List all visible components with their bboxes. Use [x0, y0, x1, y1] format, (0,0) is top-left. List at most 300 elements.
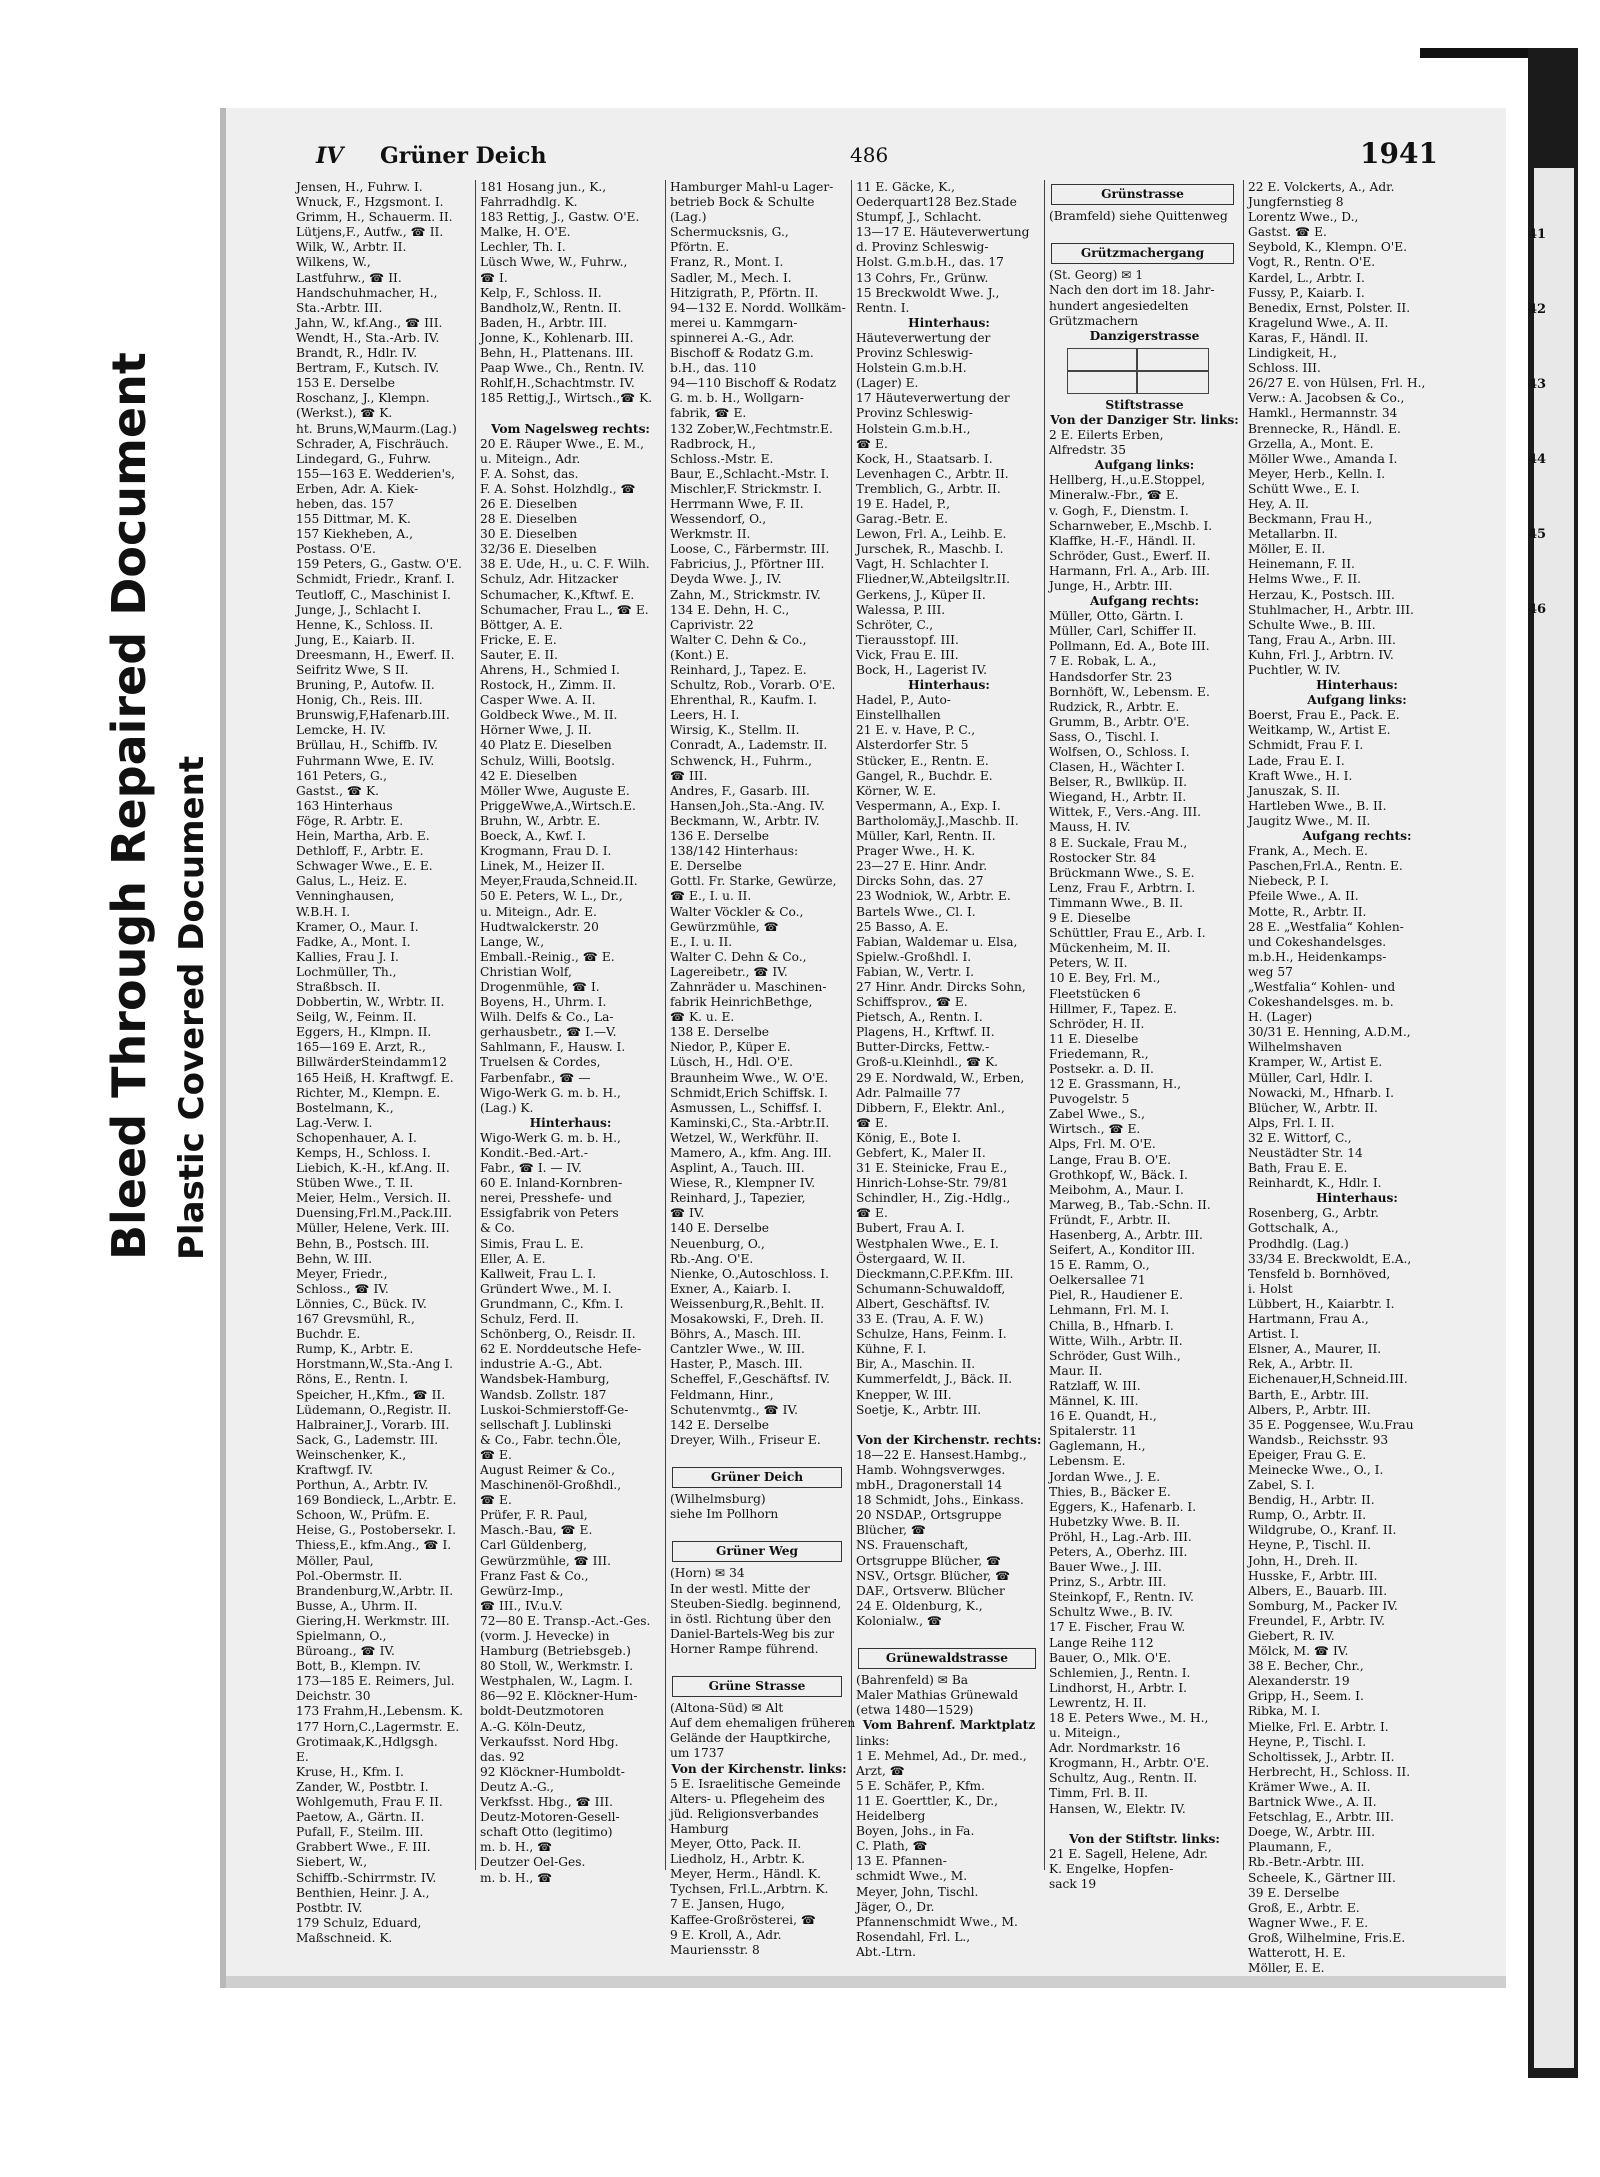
- directory-entry-line: Kemps, H., Schloss. I.: [296, 1146, 431, 1160]
- directory-entry-line: Teutloff, C., Maschinist I.: [296, 587, 451, 602]
- directory-entry-line: Plaumann, F.,: [1248, 1840, 1332, 1855]
- directory-entry-line: 177 Horn,C.,Lagermstr. E.: [296, 1719, 460, 1734]
- directory-entry-line: Hörner Wwe, J. II.: [480, 723, 592, 738]
- directory-entry-line: Harmann, Frl. A., Arb. III.: [1049, 563, 1210, 578]
- directory-entry-line: H. (Lager): [1248, 1010, 1313, 1025]
- directory-entry-line: um 1737: [670, 1746, 725, 1761]
- spacer: [666, 1657, 848, 1672]
- directory-entry-line: Stumpf, J., Schlacht.: [856, 210, 982, 225]
- directory-entry-line: 185 Rettig,J., Wirtsch.,☎ K.: [480, 391, 653, 406]
- directory-entry-line: 140 E. Derselbe: [670, 1221, 769, 1236]
- directory-entry-line: Maler Mathias Grünewald: [856, 1688, 1019, 1703]
- directory-entry-line: 7 E. Robak, L. A.,: [1049, 654, 1157, 669]
- directory-entry-line: Gebfert, K., Maler II.: [856, 1146, 986, 1160]
- directory-entry-line: Hellberg, H.,u.E.Stoppel,: [1049, 473, 1206, 488]
- directory-entry-line: Klaffke, H.-F., Händl. II.: [1049, 533, 1196, 548]
- directory-entry-line: Doege, W., Arbtr. III.: [1248, 1825, 1375, 1840]
- directory-entry-line: ☎ K. u. E.: [670, 1010, 735, 1025]
- year: 1941: [1360, 137, 1438, 170]
- directory-entry-line: Alexanderstr. 19: [1248, 1674, 1350, 1689]
- directory-entry-line: Belser, R., Bwllküp. II.: [1049, 775, 1188, 790]
- directory-entry-line: Wetzel, W., Werkführ. II.: [670, 1130, 819, 1145]
- directory-entry-line: Lehmann, Frl. M. I.: [1049, 1303, 1170, 1318]
- directory-entry-line: Jordan Wwe., J. E.: [1049, 1469, 1161, 1484]
- directory-entry-line: Scholtissek, J., Arbtr. II.: [1248, 1749, 1395, 1764]
- directory-entry-line: 13 Cohrs, Fr., Grünw.: [856, 270, 989, 285]
- directory-entry-line: Chilla, B., Hfnarb. I.: [1049, 1318, 1174, 1333]
- directory-entry-line: Oelkersallee 71: [1049, 1273, 1146, 1288]
- directory-entry-line: Wnuck, F., Hzgsmont. I.: [296, 195, 444, 210]
- directory-entry-line: Benthien, Heinr. J. A.,: [296, 1885, 430, 1900]
- directory-entry-line: Werkmstr. II.: [670, 527, 751, 542]
- directory-entry-line: Rosenberg, G., Arbtr.: [1248, 1206, 1379, 1221]
- directory-entry-line: Schermucksnis, G.,: [670, 225, 789, 240]
- directory-entry-line: Westphalen, W., Lagm. I.: [480, 1674, 633, 1689]
- directory-entry-line: A.-G. Köln-Deutz,: [480, 1719, 586, 1734]
- page-header: [300, 137, 1460, 175]
- directory-entry-line: 13 E. Pfannen-: [856, 1854, 947, 1869]
- directory-entry-line: Franz Fast & Co.,: [480, 1568, 589, 1583]
- directory-entry-line: Kelp, F., Schloss. II.: [480, 285, 602, 300]
- directory-entry-line: Hartmann, Frau A.,: [1248, 1312, 1369, 1327]
- directory-entry-line: Pol.-Obermstr. II.: [296, 1568, 403, 1583]
- directory-entry-line: Truelsen & Cordes,: [480, 1055, 601, 1070]
- street-heading: Grünewaldstrasse: [858, 1648, 1036, 1669]
- directory-entry-line: 5 E. Israelitische Gemeinde: [670, 1776, 841, 1791]
- directory-entry-line: F. A. Sohst. Holzhdlg., ☎: [480, 481, 636, 496]
- directory-entry-line: 22 E. Volckerts, A., Adr.: [1248, 180, 1395, 194]
- directory-entry-line: Fabian, W., Vertr. I.: [856, 964, 975, 979]
- directory-entry-line: Loose, C., Färbermstr. III.: [670, 542, 830, 557]
- directory-entry-line: Schlemien, J., Rentn. I.: [1049, 1665, 1191, 1680]
- directory-entry-line: Fussy, P., Kaiarb. I.: [1248, 285, 1365, 300]
- directory-entry-line: Wildgrube, O., Kranf. II.: [1248, 1523, 1397, 1538]
- directory-entry-line: Beckmann, W., Arbtr. IV.: [670, 813, 820, 828]
- directory-entry-line: Bischoff & Rodatz G.m.: [670, 346, 814, 361]
- directory-entry-line: Porthun, A., Arbtr. IV.: [296, 1478, 429, 1493]
- directory-entry-line: Wiegand, H., Arbtr. II.: [1049, 790, 1187, 805]
- directory-entry-line: „Westfalia“ Kohlen- und: [1248, 979, 1396, 994]
- directory-entry-line: Nienke, O.,Autoschloss. I.: [670, 1266, 829, 1281]
- directory-entry-line: Barth, E., Arbtr. III.: [1248, 1387, 1369, 1402]
- directory-entry-line: Weinschenker, K.,: [296, 1447, 407, 1462]
- directory-entry-line: Häuteverwertung der: [856, 330, 991, 345]
- directory-entry-line: Hitzigrath, P., Pförtn. II.: [670, 285, 819, 300]
- directory-entry-line: Fabian, Waldemar u. Elsa,: [856, 934, 1018, 949]
- directory-entry-line: 155—163 E. Wedderien's,: [296, 466, 456, 481]
- directory-entry-line: Hein, Martha, Arb. E.: [296, 829, 430, 844]
- adjacent-page-house-number: 46: [1528, 602, 1547, 617]
- directory-entry-line: Schloss. III.: [1248, 361, 1321, 376]
- directory-entry-line: Giebert, R. IV.: [1248, 1629, 1335, 1643]
- directory-entry-line: Böhrs, A., Masch. III.: [670, 1327, 802, 1342]
- directory-entry-line: Fleetstücken 6: [1049, 986, 1141, 1001]
- directory-entry-line: Schloss.-Mstr. E.: [670, 451, 774, 466]
- directory-entry-line: Fabricius, J., Pförtner III.: [670, 557, 825, 572]
- directory-entry-line: Vick, Frau E. III.: [856, 647, 959, 662]
- directory-entry-line: Simis, Frau L. E.: [480, 1236, 584, 1251]
- directory-entry-line: Junge, J., Schlacht I.: [296, 602, 422, 617]
- directory-entry-line: Gewürzmühle, ☎: [670, 919, 779, 934]
- spacer: [852, 1418, 1042, 1433]
- directory-entry-line: Baur, E.,Schlacht.-Mstr. I.: [670, 466, 830, 481]
- directory-entry-line: Kruse, H., Kfm. I.: [296, 1764, 404, 1779]
- directory-entry-line: Benedix, Ernst, Polster. II.: [1248, 300, 1411, 315]
- directory-entry-line: Caprivistr. 22: [670, 617, 754, 632]
- directory-entry-line: Kühne, F. I.: [856, 1342, 927, 1357]
- directory-entry-line: Möller Wwe., Amanda I.: [1248, 451, 1398, 466]
- directory-entry-line: schaft Otto (legitimo): [480, 1825, 613, 1840]
- directory-entry-line: spinnerei A.-G., Adr.: [670, 330, 795, 345]
- directory-entry-line: u. Miteign.,: [1049, 1726, 1121, 1741]
- directory-entry-line: Herrmann Wwe, F. II.: [670, 496, 804, 511]
- directory-entry-line: Beckmann, Frau H.,: [1248, 512, 1373, 527]
- directory-entry-line: Hamburg (Betriebsgeb.): [480, 1644, 631, 1659]
- directory-entry-line: Scharnweber, E.,Mschb. I.: [1049, 518, 1213, 533]
- directory-entry-line: Müller, Karl, Rentn. II.: [856, 829, 996, 844]
- directory-entry-line: Paschen,Frl.A., Rentn. E.: [1248, 859, 1403, 874]
- directory-entry-line: 181 Hosang jun., K.,: [480, 180, 607, 194]
- directory-entry-line: Lenz, Frau F., Arbtrn. I.: [1049, 880, 1196, 895]
- directory-entry-line: Rb.-Ang. O'E.: [670, 1251, 754, 1266]
- directory-entry-line: Holst. G.m.b.H., das. 17: [856, 255, 1004, 270]
- directory-entry-line: Kraftwgf. IV.: [296, 1462, 374, 1477]
- directory-entry-line: Grundmann, C., Kfm. I.: [480, 1296, 624, 1311]
- directory-entry-line: Mauss, H. IV.: [1049, 820, 1131, 835]
- directory-entry-line: 19 E. Hadel, P.,: [856, 496, 951, 511]
- directory-entry-line: DAF., Ortsverw. Blücher: [856, 1583, 1005, 1598]
- directory-entry-line: Rohlf,H.,Schachtmstr. IV.: [480, 376, 635, 391]
- directory-entry-line: 8 E. Suckale, Frau M.,: [1049, 835, 1188, 850]
- directory-entry-line: Gangel, R., Buchdr. E.: [856, 768, 993, 783]
- directory-entry-line: 157 Kiekheben, A.,: [296, 527, 413, 542]
- directory-entry-line: 32 E. Wittorf, C.,: [1248, 1130, 1352, 1145]
- directory-entry-line: Paap Wwe., Ch., Rentn. IV.: [480, 361, 645, 376]
- directory-entry-line: Junge, H., Arbtr. III.: [1049, 578, 1173, 593]
- directory-entry-line: Weitkamp, W., Artist E.: [1248, 723, 1391, 738]
- directory-entry-line: Möller Wwe, Auguste E.: [480, 783, 630, 798]
- column-3: [665, 180, 856, 1957]
- directory-entry-line: Gründert Wwe., M. I.: [480, 1281, 612, 1296]
- directory-entry-line: in östl. Richtung über den: [670, 1611, 832, 1626]
- directory-entry-line: 134 E. Dehn, H. C.,: [670, 602, 790, 617]
- directory-entry-line: ☎ E.: [480, 1447, 512, 1462]
- directory-entry-line: (Bramfeld) siehe Quittenweg: [1049, 209, 1228, 224]
- directory-entry-line: Wirsig, K., Stellm. II.: [670, 723, 800, 738]
- directory-entry-line: 17 E. Fischer, Frau W.: [1049, 1620, 1186, 1635]
- directory-entry-line: August Reimer & Co.,: [480, 1462, 616, 1477]
- directory-entry-line: fabrik, ☎ E.: [670, 406, 747, 421]
- directory-entry-line: Reinhard, J., Tapez. E.: [670, 663, 807, 677]
- directory-entry-line: 18—22 E. Hansest.Hambg.,: [856, 1447, 1027, 1462]
- directory-entry-line: Leers, H. I.: [670, 708, 740, 723]
- directory-entry-line: 20 E. Räuper Wwe., E. M.,: [480, 436, 644, 451]
- directory-entry-line: 13—17 E. Häuteverwertung: [856, 225, 1030, 240]
- directory-entry-line: Bartels Wwe., Cl. I.: [856, 904, 976, 919]
- directory-entry-line: Von der Danziger Str. links:: [1050, 412, 1239, 427]
- directory-entry-line: Provinz Schleswig-: [856, 346, 973, 361]
- column-2: [475, 180, 661, 1885]
- directory-entry-line: Bath, Frau E. E.: [1248, 1161, 1348, 1176]
- directory-entry-line: Kuhn, Frl. J., Arbtrn. IV.: [1248, 647, 1394, 662]
- map-street-horizontal: [1068, 370, 1208, 372]
- directory-entry-line: m. b. H., ☎: [480, 1870, 553, 1885]
- directory-entry-line: 31 E. Steinicke, Frau E.,: [856, 1161, 1008, 1176]
- directory-entry-line: Alsterdorfer Str. 5: [856, 738, 969, 753]
- directory-entry-line: Vom Nagelsweg rechts:: [491, 421, 650, 436]
- directory-entry-line: Lüsch Wwe, W., Fuhrw.,: [480, 255, 628, 270]
- directory-entry-line: b.H., das. 110: [670, 361, 757, 376]
- directory-entry-line: Adr. Nordmarkstr. 16: [1049, 1741, 1181, 1756]
- directory-entry-line: Wigo-Werk G. m. b. H.,: [480, 1130, 621, 1145]
- directory-entry-line: Gastst. ☎ E.: [1248, 225, 1327, 240]
- directory-entry-line: Nach den dort im 18. Jahr-: [1049, 283, 1215, 298]
- directory-entry-line: Stücker, E., Rentn. E.: [856, 753, 989, 768]
- directory-entry-line: Schmidt, Friedr., Kranf. I.: [296, 572, 455, 587]
- directory-entry-line: 50 E. Peters, W. L., Dr.,: [480, 889, 623, 904]
- directory-entry-line: Freundel, F., Arbtr. IV.: [1248, 1613, 1385, 1628]
- directory-entry-line: Jungfernstieg 8: [1248, 195, 1344, 210]
- directory-entry-line: 9 E. Kroll, A., Adr.: [670, 1927, 782, 1942]
- directory-entry-line: sack 19: [1049, 1877, 1097, 1892]
- directory-entry-line: Vespermann, A., Exp. I.: [856, 798, 1001, 813]
- directory-entry-line: K. Engelke, Hopfen-: [1049, 1861, 1174, 1876]
- directory-entry-line: Boerst, Frau E., Pack. E.: [1248, 708, 1400, 723]
- directory-entry-line: Daniel-Bartels-Weg bis zur: [670, 1626, 835, 1641]
- directory-entry-line: Braunheim Wwe., W. O'E.: [670, 1070, 829, 1085]
- adjacent-page-edge: [1528, 48, 1578, 2078]
- directory-entry-line: 16 E. Quandt, H.,: [1049, 1409, 1157, 1424]
- directory-entry-line: Kramer, O., Maur. I.: [296, 919, 419, 934]
- column-6: [1243, 180, 1466, 1976]
- directory-entry-line: (St. Georg) ✉ 1: [1049, 268, 1144, 283]
- directory-entry-line: 10 E. Bey, Frl. M.,: [1049, 971, 1161, 986]
- directory-entry-line: 62 E. Norddeutsche Hefe-: [480, 1342, 642, 1357]
- directory-entry-line: Maur. II.: [1049, 1363, 1103, 1378]
- stamp-line-bleed-through: Bleed Through Repaired Document: [102, 352, 156, 1260]
- directory-entry-line: Arzt, ☎: [856, 1763, 905, 1778]
- directory-entry-line: Puchtler, W. IV.: [1248, 663, 1341, 677]
- directory-entry-line: Kramper, W., Artist E.: [1248, 1055, 1383, 1070]
- street-heading: Grüner Deich: [672, 1467, 842, 1488]
- directory-entry-line: 153 E. Derselbe: [296, 376, 395, 391]
- directory-entry-line: Baden, H., Arbtr. III.: [480, 315, 607, 330]
- directory-entry-line: 142 E. Derselbe: [670, 1417, 769, 1432]
- directory-entry-line: Pufall, F., Steilm. III.: [296, 1825, 424, 1840]
- directory-entry-line: Meyer, Friedr.,: [296, 1266, 388, 1281]
- directory-entry-line: BillwärderSteindamm12: [296, 1055, 447, 1070]
- directory-entry-line: Hinterhaus:: [1316, 1191, 1398, 1206]
- directory-entry-line: Steuben-Siedlg. beginnend,: [670, 1596, 842, 1611]
- directory-entry-line: 11 E. Goerttler, K., Dr.,: [856, 1793, 999, 1808]
- directory-entry-line: Müller, Carl, Schiffer II.: [1049, 624, 1197, 639]
- directory-entry-line: 23 Wodniok, W., Arbtr. E.: [856, 889, 1011, 904]
- directory-entry-line: Aufgang links:: [1307, 693, 1407, 708]
- directory-entry-line: Fliedner,W.,Abteilgsltr.II.: [856, 572, 1011, 587]
- directory-entry-line: Asmussen, L., Schiffsf. I.: [670, 1100, 822, 1115]
- directory-entry-line: sellschaft J. Lublinski: [480, 1417, 612, 1432]
- directory-entry-line: 28 E. „Westfalia“ Kohlen-: [1248, 919, 1404, 934]
- directory-entry-line: 173 Frahm,H.,Lebensm. K.: [296, 1704, 464, 1719]
- directory-entry-line: Schutenvmtg., ☎ IV.: [670, 1402, 799, 1417]
- directory-entry-line: Schütt Wwe., E. I.: [1248, 481, 1360, 496]
- directory-entry-line: Müller, Helene, Verk. III.: [296, 1221, 450, 1236]
- directory-entry-line: Wagner Wwe., F. E.: [1248, 1915, 1369, 1930]
- directory-entry-line: Lütjens,F., Autfw., ☎ II.: [296, 225, 444, 240]
- directory-entry-line: Sack, G., Lademstr. III.: [296, 1432, 439, 1447]
- directory-entry-line: Schönberg, O., Reisdr. II.: [480, 1327, 636, 1342]
- directory-entry-line: Groß, Wilhelmine, Fris.E.: [1248, 1930, 1406, 1945]
- directory-entry-line: Prodhdlg. (Lag.): [1248, 1236, 1349, 1251]
- directory-entry-line: Hasenberg, A., Arbtr. III.: [1049, 1228, 1203, 1242]
- directory-entry-line: Zabel, S. I.: [1248, 1478, 1315, 1493]
- directory-entry-line: Bubert, Frau A. I.: [856, 1221, 965, 1236]
- directory-entry-line: Krämer Wwe., A. II.: [1248, 1779, 1371, 1794]
- directory-entry-line: 42 E. Dieselben: [480, 768, 578, 783]
- directory-entry-line: Blücher, W., Arbtr. II.: [1248, 1100, 1378, 1115]
- directory-entry-line: ☎ E.: [856, 1115, 888, 1130]
- directory-entry-line: Eichenauer,H,Schneid.III.: [1248, 1372, 1408, 1387]
- directory-entry-line: Holstein G.m.b.H.: [856, 361, 967, 376]
- directory-entry-line: Dobbertin, W., Wrbtr. II.: [296, 995, 445, 1010]
- directory-entry-line: Bendig, H., Arbtr. II.: [1248, 1493, 1375, 1508]
- directory-entry-line: 165—169 E. Arzt, R.,: [296, 1040, 426, 1055]
- directory-entry-line: 32/36 E. Dieselben: [480, 542, 597, 557]
- directory-entry-line: Roschanz, J., Klempn.: [296, 391, 430, 406]
- directory-entry-line: Sass, O., Tischl. I.: [1049, 729, 1160, 744]
- directory-entry-line: Föge, R. Arbtr. E.: [296, 813, 404, 828]
- directory-entry-line: siehe Im Pollhorn: [670, 1507, 779, 1522]
- directory-entry-line: Bartnick Wwe., A. II.: [1248, 1795, 1377, 1810]
- directory-entry-line: Behn, H., Plattenans. III.: [480, 346, 634, 361]
- directory-entry-line: Galus, L., Heiz. E.: [296, 874, 408, 889]
- directory-entry-line: Halbrainer,J., Vorarb. III.: [296, 1417, 450, 1432]
- directory-entry-line: (Lager) E.: [856, 376, 919, 391]
- directory-entry-line: Henne, K., Schloss. II.: [296, 617, 434, 632]
- directory-entry-line: Dreyer, Wilh., Friseur E.: [670, 1432, 821, 1447]
- directory-entry-line: Liedholz, H., Arbtr. K.: [670, 1852, 806, 1867]
- spacer: [476, 406, 661, 421]
- directory-entry-line: Watterott, H. E.: [1248, 1945, 1346, 1960]
- directory-entry-line: (Lag.): [670, 210, 707, 225]
- directory-entry-line: Butter-Dircks, Fettw.-: [856, 1040, 990, 1055]
- directory-entry-line: Dibbern, F., Elektr. Anl.,: [856, 1100, 1005, 1115]
- directory-entry-line: 94—110 Bischoff & Rodatz: [670, 376, 837, 391]
- directory-entry-line: Goldbeck Wwe., M. II.: [480, 708, 618, 723]
- directory-entry-line: Eggers, H., Klmpn. II.: [296, 1025, 432, 1040]
- directory-entry-line: Kolonialw., ☎: [856, 1613, 943, 1628]
- directory-entry-line: 35 E. Poggensee, W.u.Frau: [1248, 1417, 1414, 1432]
- directory-entry-line: Heidelberg: [856, 1809, 926, 1824]
- directory-entry-line: Reinhard, J., Tapezier,: [670, 1191, 806, 1206]
- directory-entry-line: Steinkopf, F., Rentn. IV.: [1049, 1590, 1194, 1605]
- directory-entry-line: Levenhagen C., Arbtr. II.: [856, 466, 1009, 481]
- directory-entry-line: Wandsb. Zollstr. 187: [480, 1387, 607, 1402]
- directory-entry-line: d. Provinz Schleswig-: [856, 240, 989, 255]
- directory-entry-line: E., I. u. II.: [670, 934, 733, 949]
- directory-entry-line: Bauer, O., Mlk. O'E.: [1049, 1650, 1172, 1665]
- directory-entry-line: Andres, F., Gasarb. III.: [670, 783, 810, 798]
- directory-entry-line: Grumm, B., Arbtr. O'E.: [1049, 714, 1190, 729]
- directory-entry-line: Groß, E., Arbtr. E.: [1248, 1900, 1360, 1915]
- directory-entry-line: Sauter, E. II.: [480, 647, 558, 662]
- directory-entry-line: Röns, E., Rentn. I.: [296, 1372, 409, 1387]
- directory-entry-line: Böttger, A. E.: [480, 617, 563, 632]
- directory-entry-line: Thies, B., Bäcker E.: [1049, 1484, 1171, 1499]
- directory-entry-line: Jäger, O., Dr.: [856, 1899, 935, 1914]
- directory-entry-line: Motte, R., Arbtr. II.: [1248, 904, 1367, 919]
- directory-entry-line: Alps, Frl. I. II.: [1248, 1115, 1335, 1130]
- directory-entry-line: Seilg, W., Feinm. II.: [296, 1010, 417, 1025]
- directory-entry-line: Danzigerstrasse: [1089, 328, 1200, 343]
- directory-entry-line: Bornhöft, W., Lebensm. E.: [1049, 684, 1210, 699]
- directory-entry-line: Gewürzmühle, ☎ III.: [480, 1553, 611, 1568]
- directory-entry-line: Schloss., ☎ IV.: [296, 1281, 389, 1296]
- directory-entry-line: Pförtn. E.: [670, 240, 730, 255]
- directory-entry-line: Duensing,Frl.M.,Pack.III.: [296, 1206, 452, 1221]
- directory-entry-line: Meier, Helm., Versich. II.: [296, 1191, 451, 1206]
- directory-entry-line: Gewürz-Imp.,: [480, 1583, 564, 1598]
- directory-entry-line: 38 E. Becher, Chr.,: [1248, 1659, 1364, 1674]
- directory-entry-line: Heise, G., Postobersekr. I.: [296, 1523, 457, 1538]
- directory-entry-line: Hamburg: [670, 1821, 729, 1836]
- directory-entry-line: Cokeshandelsges. m. b.: [1248, 995, 1394, 1010]
- column-5: [1044, 180, 1240, 1892]
- directory-entry-line: Weissenburg,R.,Behlt. II.: [670, 1296, 825, 1311]
- directory-entry-line: Tang, Frau A., Arbn. III.: [1248, 632, 1396, 647]
- directory-entry-line: Lange, W.,: [480, 934, 545, 949]
- directory-entry-line: 24 E. Oldenburg, K.,: [856, 1598, 983, 1613]
- directory-entry-line: Pröhl, H., Lag.-Arb. III.: [1049, 1529, 1192, 1544]
- directory-entry-line: Siebert, W.,: [296, 1855, 368, 1870]
- directory-entry-line: jüd. Religionsverbandes: [670, 1806, 819, 1821]
- directory-entry-line: Lüsch, H., Hdl. O'E.: [670, 1055, 794, 1070]
- directory-entry-line: Dreesmann, H., Ewerf. II.: [296, 647, 455, 662]
- directory-entry-line: Masch.-Bau, ☎ E.: [480, 1523, 593, 1538]
- directory-entry-line: (Lag.) K.: [480, 1100, 534, 1115]
- directory-entry-line: 33/34 E. Breckwoldt, E.A.,: [1248, 1251, 1412, 1266]
- directory-entry-line: Plagens, H., Krftwf. II.: [856, 1025, 995, 1040]
- directory-entry-line: Brandt, R., Hdlr. IV.: [296, 346, 418, 361]
- directory-entry-line: Vom Bahrenf. Marktplatz: [862, 1718, 1036, 1733]
- directory-entry-line: Schröter, C.,: [856, 617, 934, 632]
- directory-entry-line: Radbrock, H.,: [670, 436, 756, 451]
- adjacent-page-house-number: 41: [1528, 227, 1547, 242]
- directory-entry-line: Schultz, Aug., Rentn. II.: [1049, 1771, 1198, 1786]
- directory-entry-line: Kummerfeldt, J., Bäck. II.: [856, 1372, 1013, 1387]
- directory-entry-line: Rudzick, R., Arbtr. E.: [1049, 699, 1180, 714]
- directory-entry-line: Brunswig,F,Hafenarb.III.: [296, 708, 450, 723]
- directory-entry-line: Albers, P., Arbtr. III.: [1248, 1402, 1371, 1417]
- directory-entry-line: Witte, Wilh., Arbtr. II.: [1049, 1333, 1183, 1348]
- directory-entry-line: Mölck, M. ☎ IV.: [1248, 1644, 1349, 1659]
- directory-entry-line: Seifritz Wwe, S II.: [296, 663, 409, 677]
- directory-entry-line: Ortsgruppe Blücher, ☎: [856, 1553, 1002, 1568]
- directory-entry-line: Lindhorst, H., Arbtr. I.: [1049, 1680, 1188, 1695]
- directory-entry-line: 11 E. Dieselbe: [1049, 1031, 1139, 1046]
- directory-entry-line: & Co., Fabr. techn.Öle,: [480, 1432, 622, 1447]
- directory-entry-line: Malke, H. O'E.: [480, 225, 571, 240]
- archive-stamp: [40, 255, 212, 1260]
- directory-entry-line: C. Plath, ☎: [856, 1839, 928, 1854]
- directory-entry-line: Eggers, K., Hafenarb. I.: [1049, 1499, 1197, 1514]
- directory-entry-line: Spitalerstr. 11: [1049, 1424, 1138, 1439]
- directory-entry-line: Hinterhaus:: [908, 678, 990, 693]
- directory-entry-line: Brennecke, R., Händl. E.: [1248, 421, 1401, 436]
- directory-entry-line: 5 E. Schäfer, P., Kfm.: [856, 1778, 985, 1793]
- directory-entry-line: 33 E. (Trau, A. F. W.): [856, 1312, 984, 1327]
- directory-entry-line: Gelände der Hauptkirche,: [670, 1731, 831, 1746]
